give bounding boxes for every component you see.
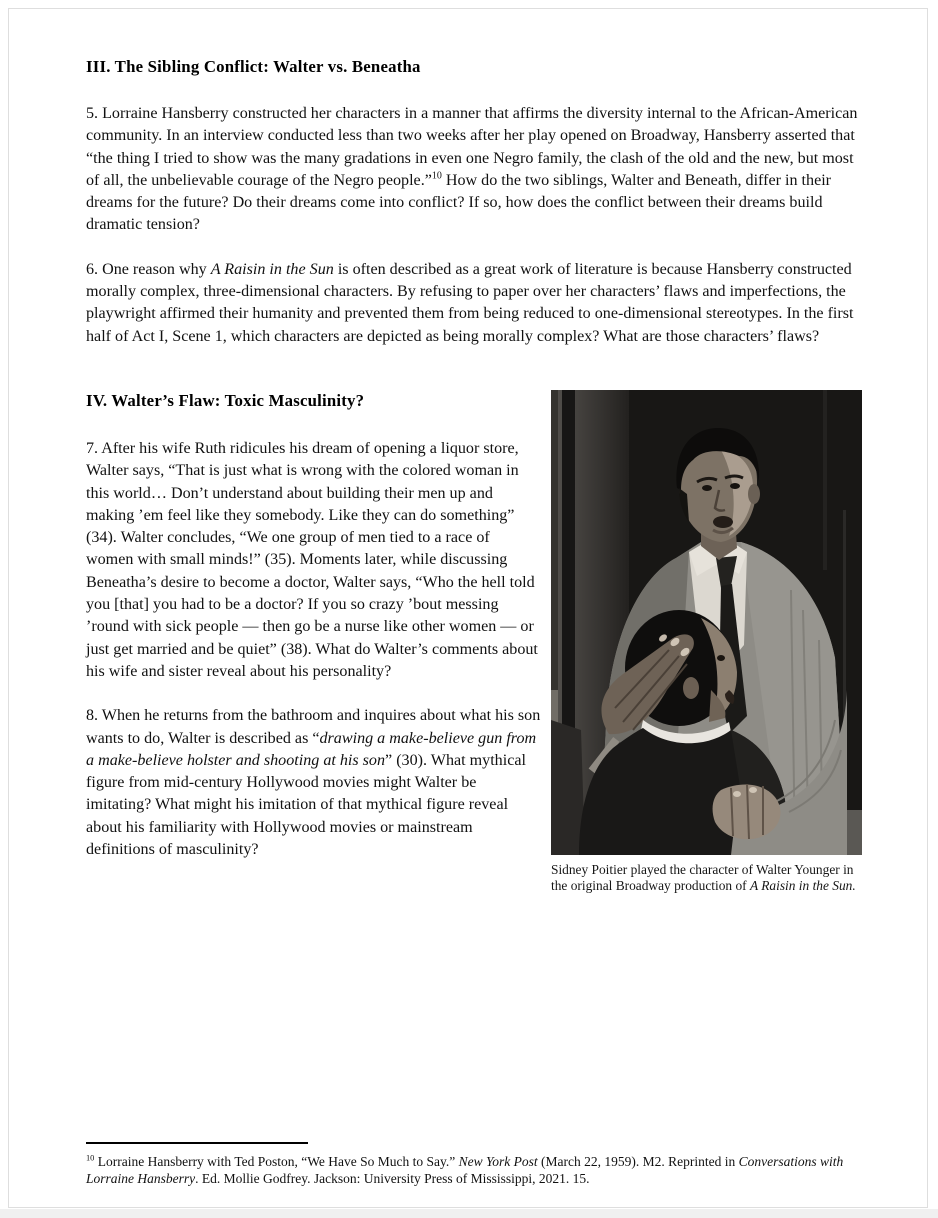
text-column [86,390,541,861]
document-page [8,8,928,1208]
figure-walter-photo [551,390,862,895]
sidney-poitier-photo [551,390,862,855]
footnote-separator [86,1142,308,1144]
section-heading-iv: IV. Walter’s Flaw: Toxic Masculinity? [86,390,365,410]
two-column-section [86,390,865,895]
section-heading-iii: III. The Sibling Conflict: Walter vs. Beneatha [86,57,421,76]
footnote [86,1142,868,1187]
page-content [9,9,927,895]
footnote-text: $^{10}$ Lorraine Hansberry with Ted Poston, “We Have So Much to Say.” New York Post (March 22, 1959). M2. Reprinted in Conversations with Lorraine Hansberry. Ed. Mollie Godfrey. Jackson: University Press of Mississippi, 2021. 15. [86,1153,844,1186]
photo-caption: Sidney Poitier played the character of Walter Younger in the original Broadway production of A Raisin in the Sun. [551,861,856,894]
page-bottom-gap [0,1209,938,1218]
paragraph-8: 8. When he returns from the bathroom and inquires about what his son wants to do, Walter is described as “drawing a make-believe gun from a make-believe holster and shooting at his son” (30). What mythical figure from mid-century Hollywood movies might Walter be imitating? What might his imitation of that mythical figure reveal about his familiarity with Hollywood movies or mainstream definitions of masculinity? [86,707,541,859]
paragraph-5: 5. Lorraine Hansberry constructed her characters in a manner that affirms the diversity internal to the African-American community. In an interview conducted less than two weeks after her play opened on Broadway, Hansberry asserted that “the thing I tried to show was the many gradations in even one Negro family, the clash of the old and the new, but most of all, the unbelievable courage of the Negro people.”$^{10}$ How do the two siblings, Walter and Beneath, differ in their dreams for the future? Do their dreams come into conflict? If so, how does the conflict between their dreams build dramatic tension? [86,105,858,234]
paragraph-7: 7. After his wife Ruth ridicules his dream of opening a liquor store, Walter says, “That is just what is wrong with the colored woman in this world… Don’t understand about building their men up and making ’em feel like they somebody. Like they can do something” (34). Walter concludes, “We one group of men tied to a race of women with small minds!” (35). Moments later, while discussing Beneatha’s desire to become a doctor, Walter says, “Who the hell told you [that] you had to be a doctor? If you so crazy ’bout messing ’round with sick people — then go be a nurse like other women — or just get married and be quiet” (38). What do Walter’s comments about his wife and sister reveal about his personality? [86,439,538,680]
paragraph-6: 6. One reason why A Raisin in the Sun is often described as a great work of literature is because Hansberry constructed morally complex, three-dimensional characters. By refusing to paper over her characters’ flaws and imperfections, the playwright affirmed their humanity and prevented them from being reduced to one-dimensional stereotypes. In the first half of Act I, Scene 1, which characters are depicted as being morally complex? What are those characters’ flaws? [86,260,854,345]
